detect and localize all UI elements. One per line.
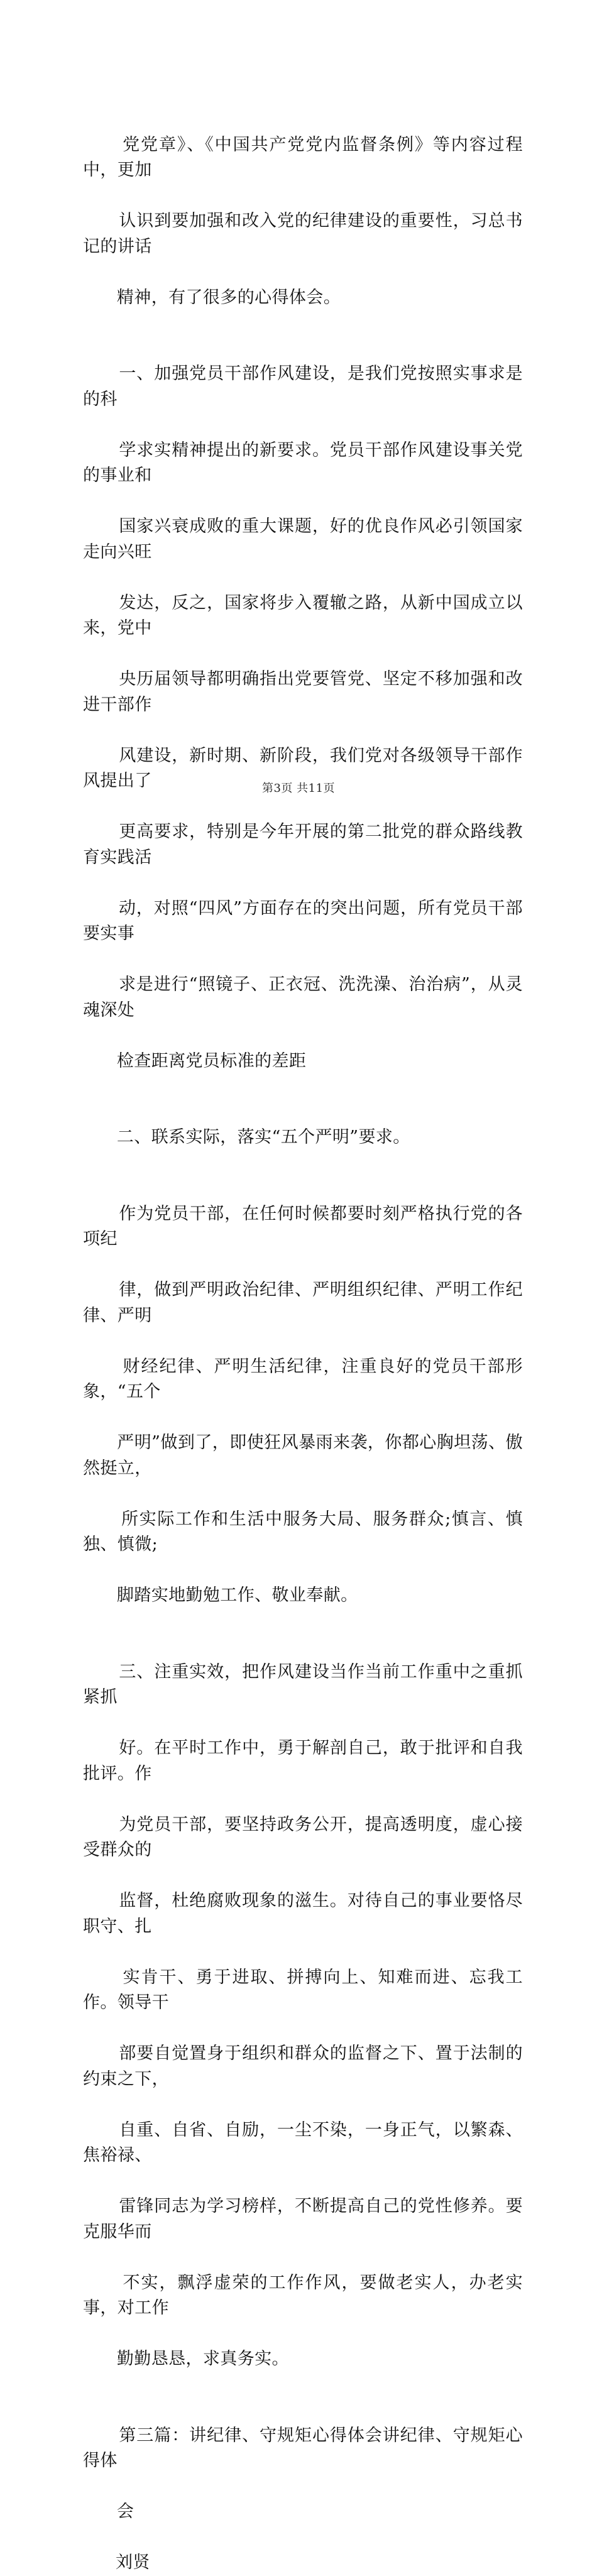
text-line: 二、联系实际，落实“五个严明”要求。 [116,1127,410,1147]
text-line: 不实，飘浮虚荣的工作作风，要做老实人，办老实事，对工作 [83,2272,523,2318]
author-name: 刘贤 [116,2553,150,2572]
text-line: 部要自觉置身于组织和群众的监督之下、置于法制的约束之下， [83,2044,523,2089]
text-line: 党党章》、《中国共产党党内监督条例》等内容过程中，更加 [83,134,523,180]
paragraph-section-one [83,336,523,1100]
text-line: 认识到要加强和改入党的纪律建设的重要性，习总书记的讲话 [83,211,523,256]
text-line: 精神，有了很多的心得体会。 [116,287,341,307]
paragraph-chapter-three-title [83,2398,523,2550]
document-body [83,107,523,2576]
text-line: 脚踏实地勤勉工作、敬业奉献。 [116,1586,358,1605]
text-line: 检查距离党员标准的差距 [116,1051,307,1071]
paragraph-intro [83,107,523,336]
text-line: 实肯干、勇于进取、拼搏向上、知难而进、忘我工作。领导干 [83,1967,523,2012]
text-line: 求是进行“照镜子、正衣冠、洗洗澡、治治病”，从灵魂深处 [83,975,523,1020]
text-line: 自重、自省、自励，一尘不染，一身正气，以繁森、焦裕禄、 [83,2120,523,2165]
text-line: 好。在平时工作中，勇于解剖自己，敢于批评和自我批评。作 [83,1738,523,1784]
text-line: 发达，反之，国家将步入覆辙之路，从新中国成立以来，党中 [83,593,523,638]
text-line: 作为党员干部，在任何时候都要时刻严格执行党的各项纪 [83,1203,523,1249]
text-line: 财经纪律、严明生活纪律，注重良好的党员干部形象，“五个 [83,1356,523,1401]
paragraph-section-two-heading [83,1100,523,1176]
paragraph-section-three [83,1634,523,2398]
text-line: 会 [116,2502,134,2521]
text-line: 监督，杜绝腐败现象的滋生。对待自己的事业要恪尽职守、扎 [83,1891,523,1936]
text-line: 国家兴衰成败的重大课题，好的优良作风必引领国家走向兴旺 [83,517,523,562]
paragraph-section-two-body [83,1176,523,1634]
page-footer [0,781,597,796]
text-line: 风建设，新时期、新阶段，我们党对各级领导干部作风提出了 [83,745,523,791]
text-line: 律，做到严明政治纪律、严明组织纪律、严明工作纪律、严明 [83,1280,523,1325]
page-number-indicator: 第3页 共11页 [261,782,336,795]
text-line: 勤勤恳恳，求真务实。 [116,2349,289,2369]
text-line: 动，对照“四风”方面存在的突出问题，所有党员干部要实事 [83,898,523,943]
text-line: 严明”做到了，即使狂风暴雨来袭，你都心胸坦荡、傲然挺立， [83,1433,523,1478]
text-line: 为党员干部，要坚持政务公开，提高透明度，虚心接受群众的 [83,1814,523,1860]
text-line: 一、加强党员干部作风建设，是我们党按照实事求是的科 [83,364,523,409]
text-line: 所实际工作和生活中服务大局、服务群众;慎言、慎独、慎微; [83,1509,523,1554]
text-line: 央历届领导都明确指出党要管党、坚定不移加强和改进干部作 [83,669,523,715]
text-line: 学求实精神提出的新要求。党员干部作风建设事关党的事业和 [83,440,523,485]
text-line: 更高要求，特别是今年开展的第二批党的群众路线教育实践活 [83,822,523,867]
text-line: 三、注重实效，把作风建设当作当前工作重中之重抓紧抓 [83,1662,523,1707]
text-line: 雷锋同志为学习榜样，不断提高自己的党性修养。要克服华而 [83,2196,523,2242]
text-line: 第三篇：讲纪律、守规矩心得体会讲纪律、守规矩心得体 [83,2425,523,2470]
